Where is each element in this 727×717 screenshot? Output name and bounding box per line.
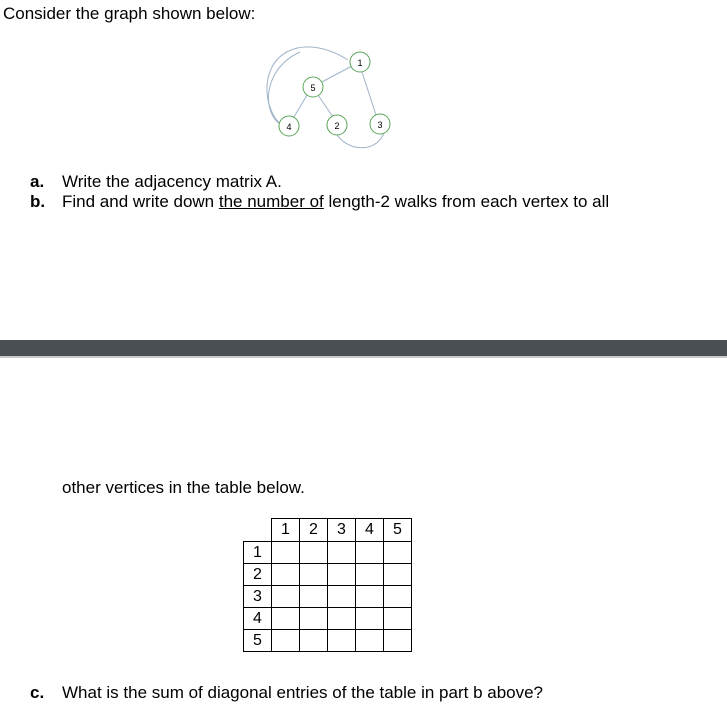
- edge-1-3: [362, 72, 376, 115]
- question-a: [30, 172, 609, 192]
- question-b-continued: other vertices in the table below.: [62, 478, 305, 497]
- col-header-2: 2: [300, 519, 328, 542]
- table-cell[interactable]: [356, 630, 384, 652]
- question-c: [30, 683, 543, 703]
- table-cell[interactable]: [272, 608, 300, 630]
- node-2: [327, 115, 347, 135]
- table-cell[interactable]: [328, 542, 356, 564]
- col-header-1: 1: [272, 519, 300, 542]
- question-c-letter: c.: [30, 683, 45, 702]
- table-cell[interactable]: [356, 608, 384, 630]
- table-cell[interactable]: [272, 542, 300, 564]
- table-cell[interactable]: [384, 564, 412, 586]
- node-1: [350, 52, 370, 72]
- table-cell[interactable]: [328, 608, 356, 630]
- question-b-letter: b.: [30, 192, 46, 211]
- edge-1-5: [320, 66, 352, 83]
- question-b-text: [62, 192, 609, 212]
- walks-table: [243, 518, 412, 652]
- table-cell[interactable]: [272, 630, 300, 652]
- table-cell[interactable]: [300, 630, 328, 652]
- node-4-label: 4: [286, 122, 292, 132]
- row-header-1: 1: [244, 542, 272, 564]
- table-header-row: [244, 519, 412, 542]
- node-3: [370, 114, 390, 134]
- node-3-label: 3: [377, 120, 383, 130]
- question-c-text: What is the sum of diagonal entries of the table in part b above?: [62, 683, 544, 702]
- table-cell[interactable]: [356, 586, 384, 608]
- page-break-bar: [0, 340, 727, 356]
- table-cell[interactable]: [300, 564, 328, 586]
- table-cell[interactable]: [300, 608, 328, 630]
- page-break-shadow: [0, 356, 727, 358]
- table-cell[interactable]: [384, 586, 412, 608]
- question-b-text-after: length-2 walks from each vertex to all: [323, 192, 610, 211]
- node-5-label: 5: [310, 83, 316, 93]
- table-cell[interactable]: [356, 564, 384, 586]
- row-header-4: 4: [244, 608, 272, 630]
- table-cell[interactable]: [300, 586, 328, 608]
- table-corner-cell: [244, 519, 272, 542]
- table-cell[interactable]: [356, 542, 384, 564]
- edge-2-3: [336, 133, 384, 148]
- row-header-2: 2: [244, 564, 272, 586]
- table-cell[interactable]: [384, 608, 412, 630]
- node-2-label: 2: [334, 121, 340, 131]
- edge-5-2: [318, 95, 333, 117]
- edge-5-4: [294, 95, 307, 117]
- question-list: [30, 172, 609, 212]
- table-row: [244, 586, 412, 608]
- col-header-4: 4: [356, 519, 384, 542]
- question-b: [30, 192, 609, 212]
- table-cell[interactable]: [272, 564, 300, 586]
- table-cell[interactable]: [328, 586, 356, 608]
- table-cell[interactable]: [300, 542, 328, 564]
- table-row: [244, 564, 412, 586]
- col-header-3: 3: [328, 519, 356, 542]
- table-cell[interactable]: [272, 586, 300, 608]
- question-b-underlined: the number of: [218, 192, 324, 211]
- node-4: [279, 116, 299, 136]
- question-a-letter: a.: [30, 172, 45, 191]
- graph-diagram: [0, 0, 727, 170]
- table-cell[interactable]: [328, 630, 356, 652]
- row-header-5: 5: [244, 630, 272, 652]
- intro-text: Consider the graph shown below:: [3, 4, 256, 23]
- node-5: [303, 77, 323, 97]
- row-header-3: 3: [244, 586, 272, 608]
- node-1-label: 1: [357, 58, 363, 68]
- table-cell[interactable]: [384, 542, 412, 564]
- table-cell[interactable]: [328, 564, 356, 586]
- col-header-5: 5: [384, 519, 412, 542]
- table-row: [244, 608, 412, 630]
- table-cell[interactable]: [384, 630, 412, 652]
- table-row: [244, 542, 412, 564]
- question-a-text: Write the adjacency matrix A.: [62, 172, 282, 191]
- question-b-text-before: Find and write down: [62, 192, 219, 211]
- table-row: [244, 630, 412, 652]
